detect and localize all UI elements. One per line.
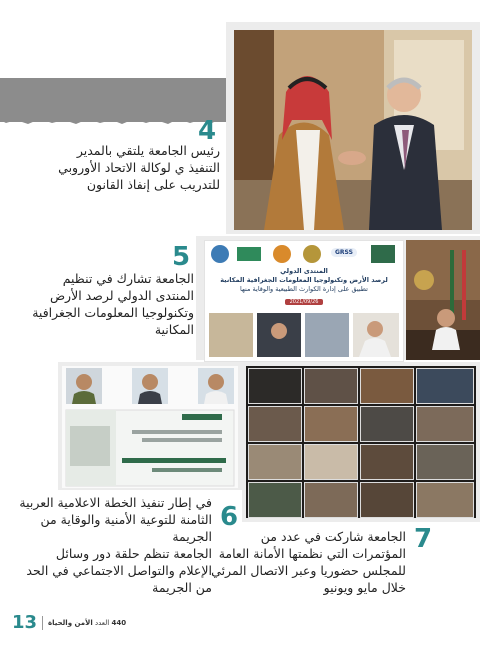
caption-line: للمجلس حضوريا وعبر الاتصال المرئي <box>211 563 406 578</box>
slide-title-line: لرصد الأرض وتكنولوجيا المعلومات الجغرافية المكانية <box>220 276 388 284</box>
caption-line: الجامعة تشارك في تنظيم <box>62 271 194 286</box>
grss-logo: GRSS <box>331 248 357 257</box>
caption-line: الجامعة تنظم حلقة دور وسائل <box>55 546 212 561</box>
video-tile <box>360 482 414 518</box>
item6-caption <box>6 494 212 596</box>
video-tile <box>360 368 414 404</box>
item5-number: 5 <box>172 242 191 272</box>
caption-line: للتدريب على إنفاذ القانون <box>86 177 220 192</box>
video-tile <box>360 444 414 480</box>
video-tile <box>248 368 302 404</box>
caption-line: الجامعة شاركت في عدد من <box>260 529 406 544</box>
footer-divider <box>42 616 43 630</box>
slide-logos <box>211 245 397 263</box>
slide-title-line: المنتدى الدولي <box>280 267 328 275</box>
footer-meta <box>48 619 168 627</box>
item6-number: 6 <box>220 502 239 532</box>
video-tile <box>248 406 302 442</box>
video-tile <box>360 406 414 442</box>
video-tile <box>416 482 474 518</box>
video-tile <box>304 444 358 480</box>
video-tile <box>304 406 358 442</box>
video-tile <box>416 368 474 404</box>
video-tile <box>304 482 358 518</box>
caption-line: خلال مايو ويونيو <box>323 580 406 595</box>
video-tile <box>248 482 302 518</box>
caption-line: من الجريمة <box>152 580 212 595</box>
video-tile <box>416 444 474 480</box>
slide-logo-icon <box>237 247 261 261</box>
slide-logo-icon <box>211 245 229 263</box>
slide-logo-icon <box>303 245 321 263</box>
caption-line: الثامنة للتوعية الأمنية والوقاية من الجريمة <box>40 512 212 544</box>
item4-caption <box>6 142 220 193</box>
item7-caption <box>208 528 406 596</box>
caption-line: المؤتمرات التي نظمتها الأمانة العامة <box>218 546 406 561</box>
issue-number: 440 <box>111 619 127 627</box>
item7-number: 7 <box>414 524 433 554</box>
caption-line: رئيس الجامعة يلتقي بالمدير <box>76 143 220 158</box>
caption-line: في إطار تنفيذ الخطة الاعلامية العربية <box>19 495 212 510</box>
item5-photo <box>406 240 480 360</box>
item4-number: 4 <box>198 116 217 146</box>
item6-collage <box>62 366 238 488</box>
item7-video-grid <box>246 366 476 518</box>
slide-logo-icon <box>371 245 395 263</box>
caption-line: التنفيذ ي لوكالة الاتحاد الأوروبي <box>58 160 220 175</box>
slide-title <box>209 267 399 294</box>
item5-caption <box>6 270 194 338</box>
caption-line: الإعلام والتواصل الاجتماعي في الحد <box>26 563 212 578</box>
caption-line: وتكنولوجيا المعلومات الجغرافية <box>32 305 194 320</box>
caption-line: المنتدى الدولي لرصد الأرض <box>49 288 194 303</box>
issue-label: العدد <box>94 619 110 627</box>
caption-line: المكانية <box>154 322 194 337</box>
video-tile <box>416 406 474 442</box>
magazine-name: الأمن والحياة <box>48 619 93 627</box>
slide-photo-strip <box>209 313 399 357</box>
slide-title-line: تطبيق على إدارة الكوارث الطبيعية والوقاية منها <box>240 285 368 293</box>
video-tile <box>304 368 358 404</box>
item4-photo <box>234 30 472 230</box>
slide-logo-icon <box>273 245 291 263</box>
video-tile <box>248 444 302 480</box>
page-number: 13 <box>12 612 38 633</box>
slide-date: 2021/09/26 <box>285 299 323 305</box>
item5-slide <box>204 240 404 362</box>
